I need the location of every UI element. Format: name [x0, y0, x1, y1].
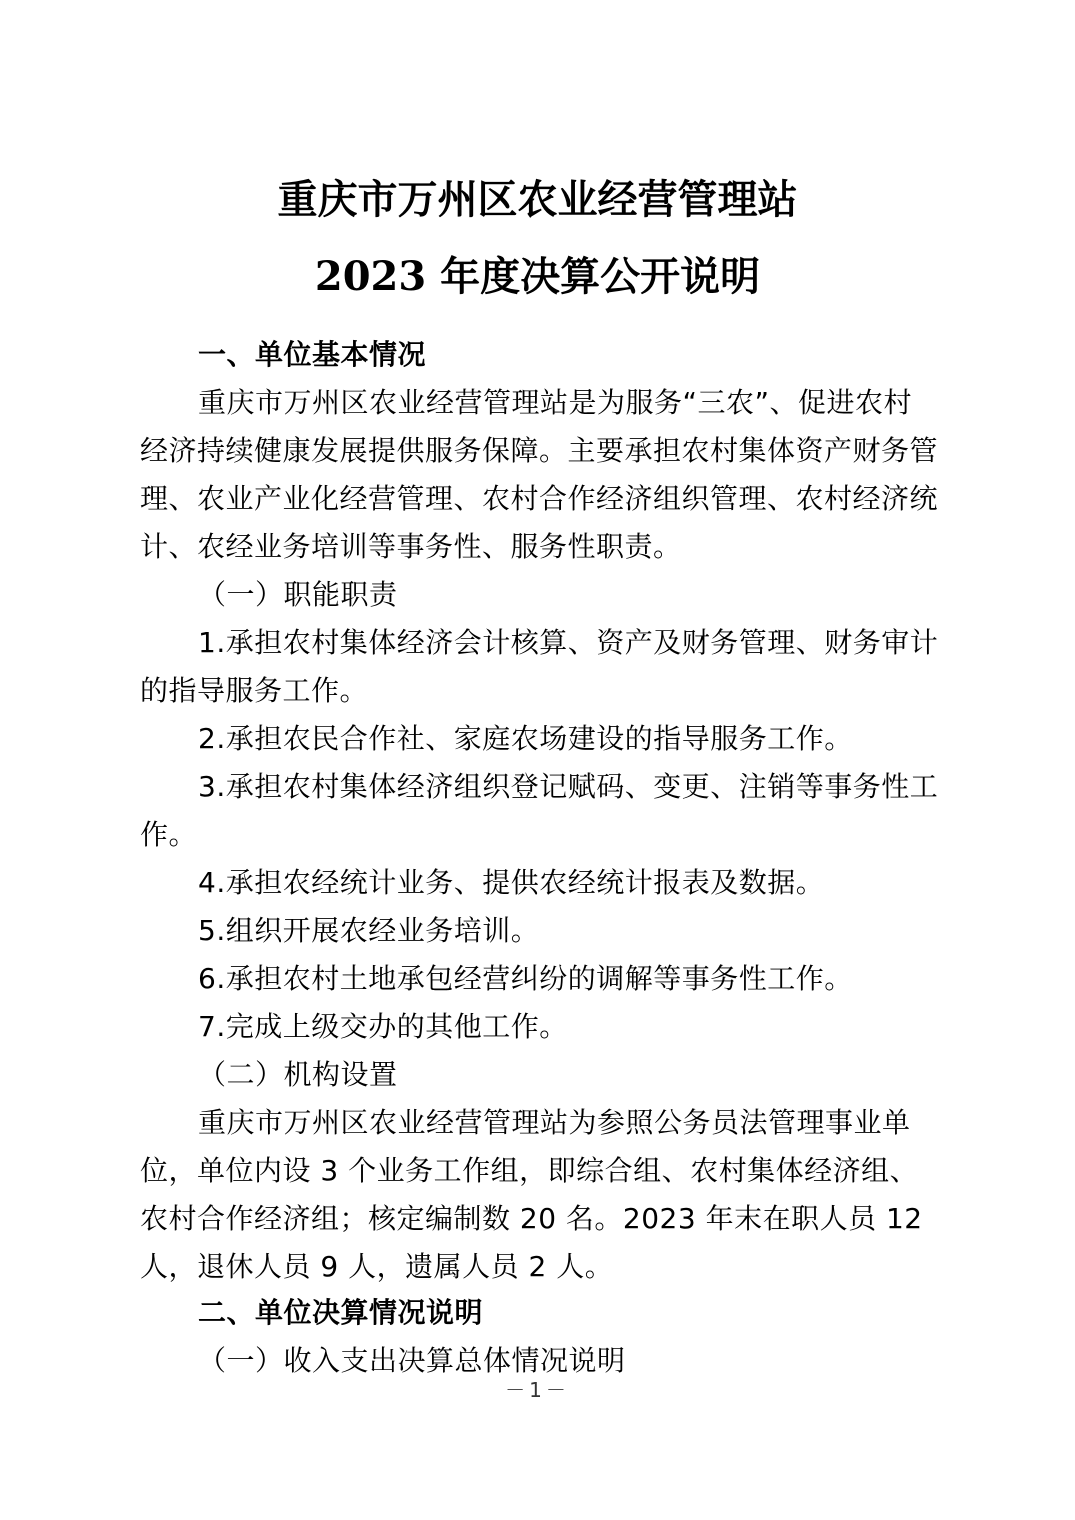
section1-heading: 一、单位基本情况 [198, 338, 427, 371]
org-paragraph: 重庆市万州区农业经营管理站为参照公务员法管理事业单位，单位内设 3 个业务工作组，即综合组、农村集体经济组、农村合作经济组；核定编制数 20 名。2023 年末在职人员 12 人，退休人员 9 人，遗属人员 2 人。 [140, 1106, 923, 1283]
intro-paragraph: 重庆市万州区农业经营管理站是为服务“三农”、促进农村经济持续健康发展提供服务保障。主要承担农村集体资产财务管理、农业产业化经营管理、农村合作经济组织管理、农村经济统计、农经业务培训等事务性、服务性职责。 [140, 386, 939, 563]
duty-item-2: 2.承担农民合作社、家庭农场建设的指导服务工作。 [198, 722, 853, 755]
duties-heading: （一）职能职责 [198, 578, 398, 611]
income-expense-heading: （一）收入支出决算总体情况说明 [198, 1344, 626, 1377]
duty-item-1: 1.承担农村集体经济会计核算、资产及财务管理、财务审计的指导服务工作。 [140, 626, 939, 707]
section2-heading: 二、单位决算情况说明 [198, 1296, 484, 1329]
page-number: －1－ [505, 1378, 570, 1402]
duty-item-5: 5.组织开展农经业务培训。 [198, 914, 540, 947]
duty-item-4: 4.承担农经统计业务、提供农经统计报表及数据。 [198, 866, 825, 899]
org-heading: （二）机构设置 [198, 1058, 398, 1091]
duty-item-3: 3.承担农村集体经济组织登记赋码、变更、注销等事务性工作。 [140, 770, 939, 851]
duty-item-6: 6.承担农村土地承包经营纠纷的调解等事务性工作。 [198, 962, 853, 995]
document-title-line2: 2023 年度决算公开说明 [314, 253, 761, 300]
duty-item-7: 7.完成上级交办的其他工作。 [198, 1010, 568, 1043]
document-title-line1: 重庆市万州区农业经营管理站 [277, 176, 798, 223]
